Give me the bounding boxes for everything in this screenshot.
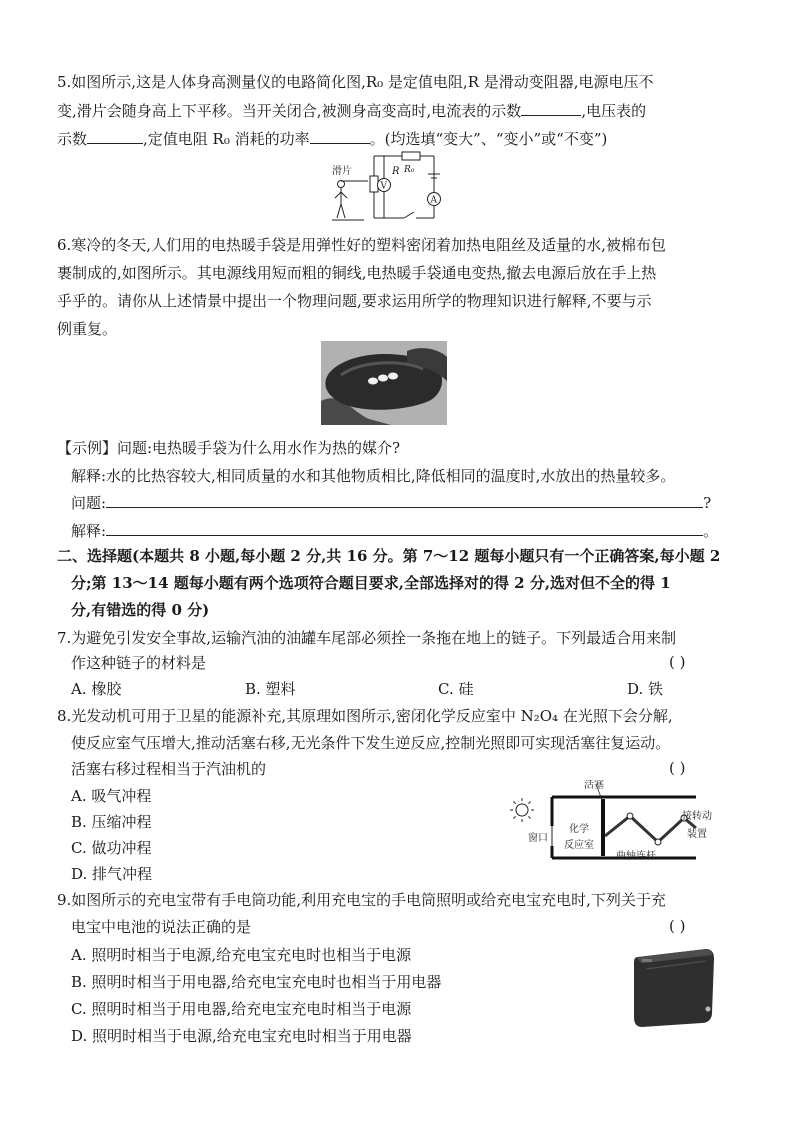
- fig-window-label: 窗口: [528, 833, 548, 844]
- q9-option-d[interactable]: D. 照明时相当于电源,给充电宝充电时相当于用电器: [71, 1027, 412, 1045]
- q6-example-question: 【示例】问题:电热暖手袋为什么用水作为热的媒介?: [57, 439, 401, 457]
- fig-crank-label: 曲轴连杆: [616, 851, 656, 862]
- hand-warmer-photo: [321, 341, 447, 425]
- q7-option-d[interactable]: D. 铁: [627, 680, 664, 698]
- q9-line-1: 9.如图所示的充电宝带有手电筒功能,利用充电宝的手电筒照明或给充电宝充电时,下列关于充: [57, 891, 666, 909]
- q7-option-b[interactable]: B. 塑料: [245, 680, 296, 698]
- q5-line-2: [57, 100, 646, 121]
- q8-answer-paren[interactable]: ( ): [669, 759, 686, 777]
- piston: [601, 799, 605, 856]
- q8-line-3: 活塞右移过程相当于汽油机的: [71, 760, 267, 778]
- q6-explain-line: [71, 520, 718, 541]
- q9-answer-paren[interactable]: ( ): [669, 917, 686, 935]
- q8-line-1: 8.光发动机可用于卫星的能源补充,其原理如图所示,密闭化学反应室中 N₂O₄ 在光照下会分解,: [57, 707, 673, 725]
- q5-blank-current[interactable]: [521, 100, 581, 116]
- q8-option-a[interactable]: A. 吸气冲程: [71, 787, 152, 805]
- fig-v-label: V: [380, 181, 387, 192]
- q5-line-2-tail: ,电压表的: [581, 102, 647, 120]
- q6-line-1: 6.寒冷的冬天,人们用的电热暖手袋是用弹性好的塑料密闭着加热电阻丝及适量的水,被棉布包: [57, 236, 666, 254]
- fig-piston-label: 活塞: [584, 780, 604, 791]
- q9-option-a[interactable]: A. 照明时相当于电源,给充电宝充电时也相当于电源: [71, 946, 412, 964]
- fig-a-label: A: [430, 195, 437, 206]
- q5-blank-voltage[interactable]: [87, 128, 143, 144]
- q6-line-3: 乎乎的。请你从上述情景中提出一个物理问题,要求运用所学的物理知识进行解释,不要与示: [57, 292, 652, 310]
- q6-explain-blank[interactable]: [106, 520, 703, 536]
- fig-slider-label: 滑片: [332, 166, 352, 177]
- q8-option-d[interactable]: D. 排气冲程: [71, 865, 153, 883]
- q7-answer-paren[interactable]: ( ): [669, 653, 686, 671]
- section-2-header-line-3: 分,有错选的得 0 分): [71, 601, 210, 619]
- q5-line-3-mid: ,定值电阻 R₀ 消耗的功率: [143, 130, 310, 148]
- q9-option-c[interactable]: C. 照明时相当于用电器,给充电宝充电时相当于电源: [71, 1000, 412, 1018]
- fig-device-label-1: 接转动: [682, 811, 712, 822]
- q5-blank-power[interactable]: [310, 128, 370, 144]
- fig-r0-label: R₀: [404, 165, 415, 175]
- q5-line-3: [57, 128, 607, 149]
- q8-line-2: 使反应室气压增大,推动活塞右移,无光条件下发生逆反应,控制光照即可实现活塞往复运动。: [71, 734, 671, 752]
- q5-circuit-diagram: [330, 148, 442, 224]
- q7-option-c[interactable]: C. 硅: [438, 680, 474, 698]
- q6-line-2: 裹制成的,如图所示。其电源线用短而粗的铜线,电热暖手袋通电变热,撤去电源后放在手上热: [57, 264, 657, 282]
- q7-option-a[interactable]: A. 橡胶: [71, 680, 122, 698]
- q7-line-1: 7.为避免引发安全事故,运输汽油的油罐车尾部必须拴一条拖在地上的链子。下列最适合用来制: [57, 629, 677, 647]
- q5-line-3-text: 示数: [57, 130, 88, 148]
- q7-line-2: 作这种链子的材料是: [71, 654, 207, 672]
- fig-device-label-2: 装置: [687, 829, 707, 840]
- q9-option-b[interactable]: B. 照明时相当于用电器,给充电宝充电时也相当于用电器: [71, 973, 442, 991]
- power-bank-photo: [632, 945, 718, 1029]
- q8-option-c[interactable]: C. 做功冲程: [71, 839, 152, 857]
- fig-chamber-label-1: 化学: [569, 824, 589, 835]
- q5-line-3-tail: 。(均选填“变大”、“变小”或“不变”): [369, 130, 608, 148]
- q6-question-label: 问题:: [71, 494, 107, 512]
- q8-light-engine-diagram: [506, 780, 726, 872]
- q5-line-2-text: 变,滑片会随身高上下平移。当开关闭合,被测身高变高时,电流表的示数: [57, 102, 522, 120]
- sun-icon: [510, 798, 534, 822]
- fig-r-label: R: [392, 166, 400, 177]
- q6-explain-label: 解释:: [71, 522, 107, 540]
- q6-question-blank[interactable]: [106, 492, 703, 508]
- section-2-header-line-2: 分;第 13～14 题每小题有两个选项符合题目要求,全部选择对的得 2 分,选对但不全的得 1: [71, 574, 671, 592]
- fig-chamber-label-2: 反应室: [564, 840, 594, 851]
- q8-option-b[interactable]: B. 压缩冲程: [71, 813, 152, 831]
- q6-question-end: ?: [703, 494, 712, 512]
- section-2-header-line-1: 二、选择题(本题共 8 小题,每小题 2 分,共 16 分。第 7～12 题每小题只有一个正确答案,每小题 2: [57, 547, 721, 565]
- q6-example-answer: 解释:水的比热容较大,相同质量的水和其他物质相比,降低相同的温度时,水放出的热量较多。: [71, 467, 676, 485]
- q6-explain-end: 。: [703, 522, 719, 540]
- q9-line-2: 电宝中电池的说法正确的是: [71, 918, 252, 936]
- q6-line-4: 例重复。: [57, 320, 118, 338]
- q6-question-line: [71, 492, 711, 513]
- q5-line-1: 5.如图所示,这是人体身高测量仪的电路简化图,R₀ 是定值电阻,R 是滑动变阻器,电源电压不: [57, 73, 654, 91]
